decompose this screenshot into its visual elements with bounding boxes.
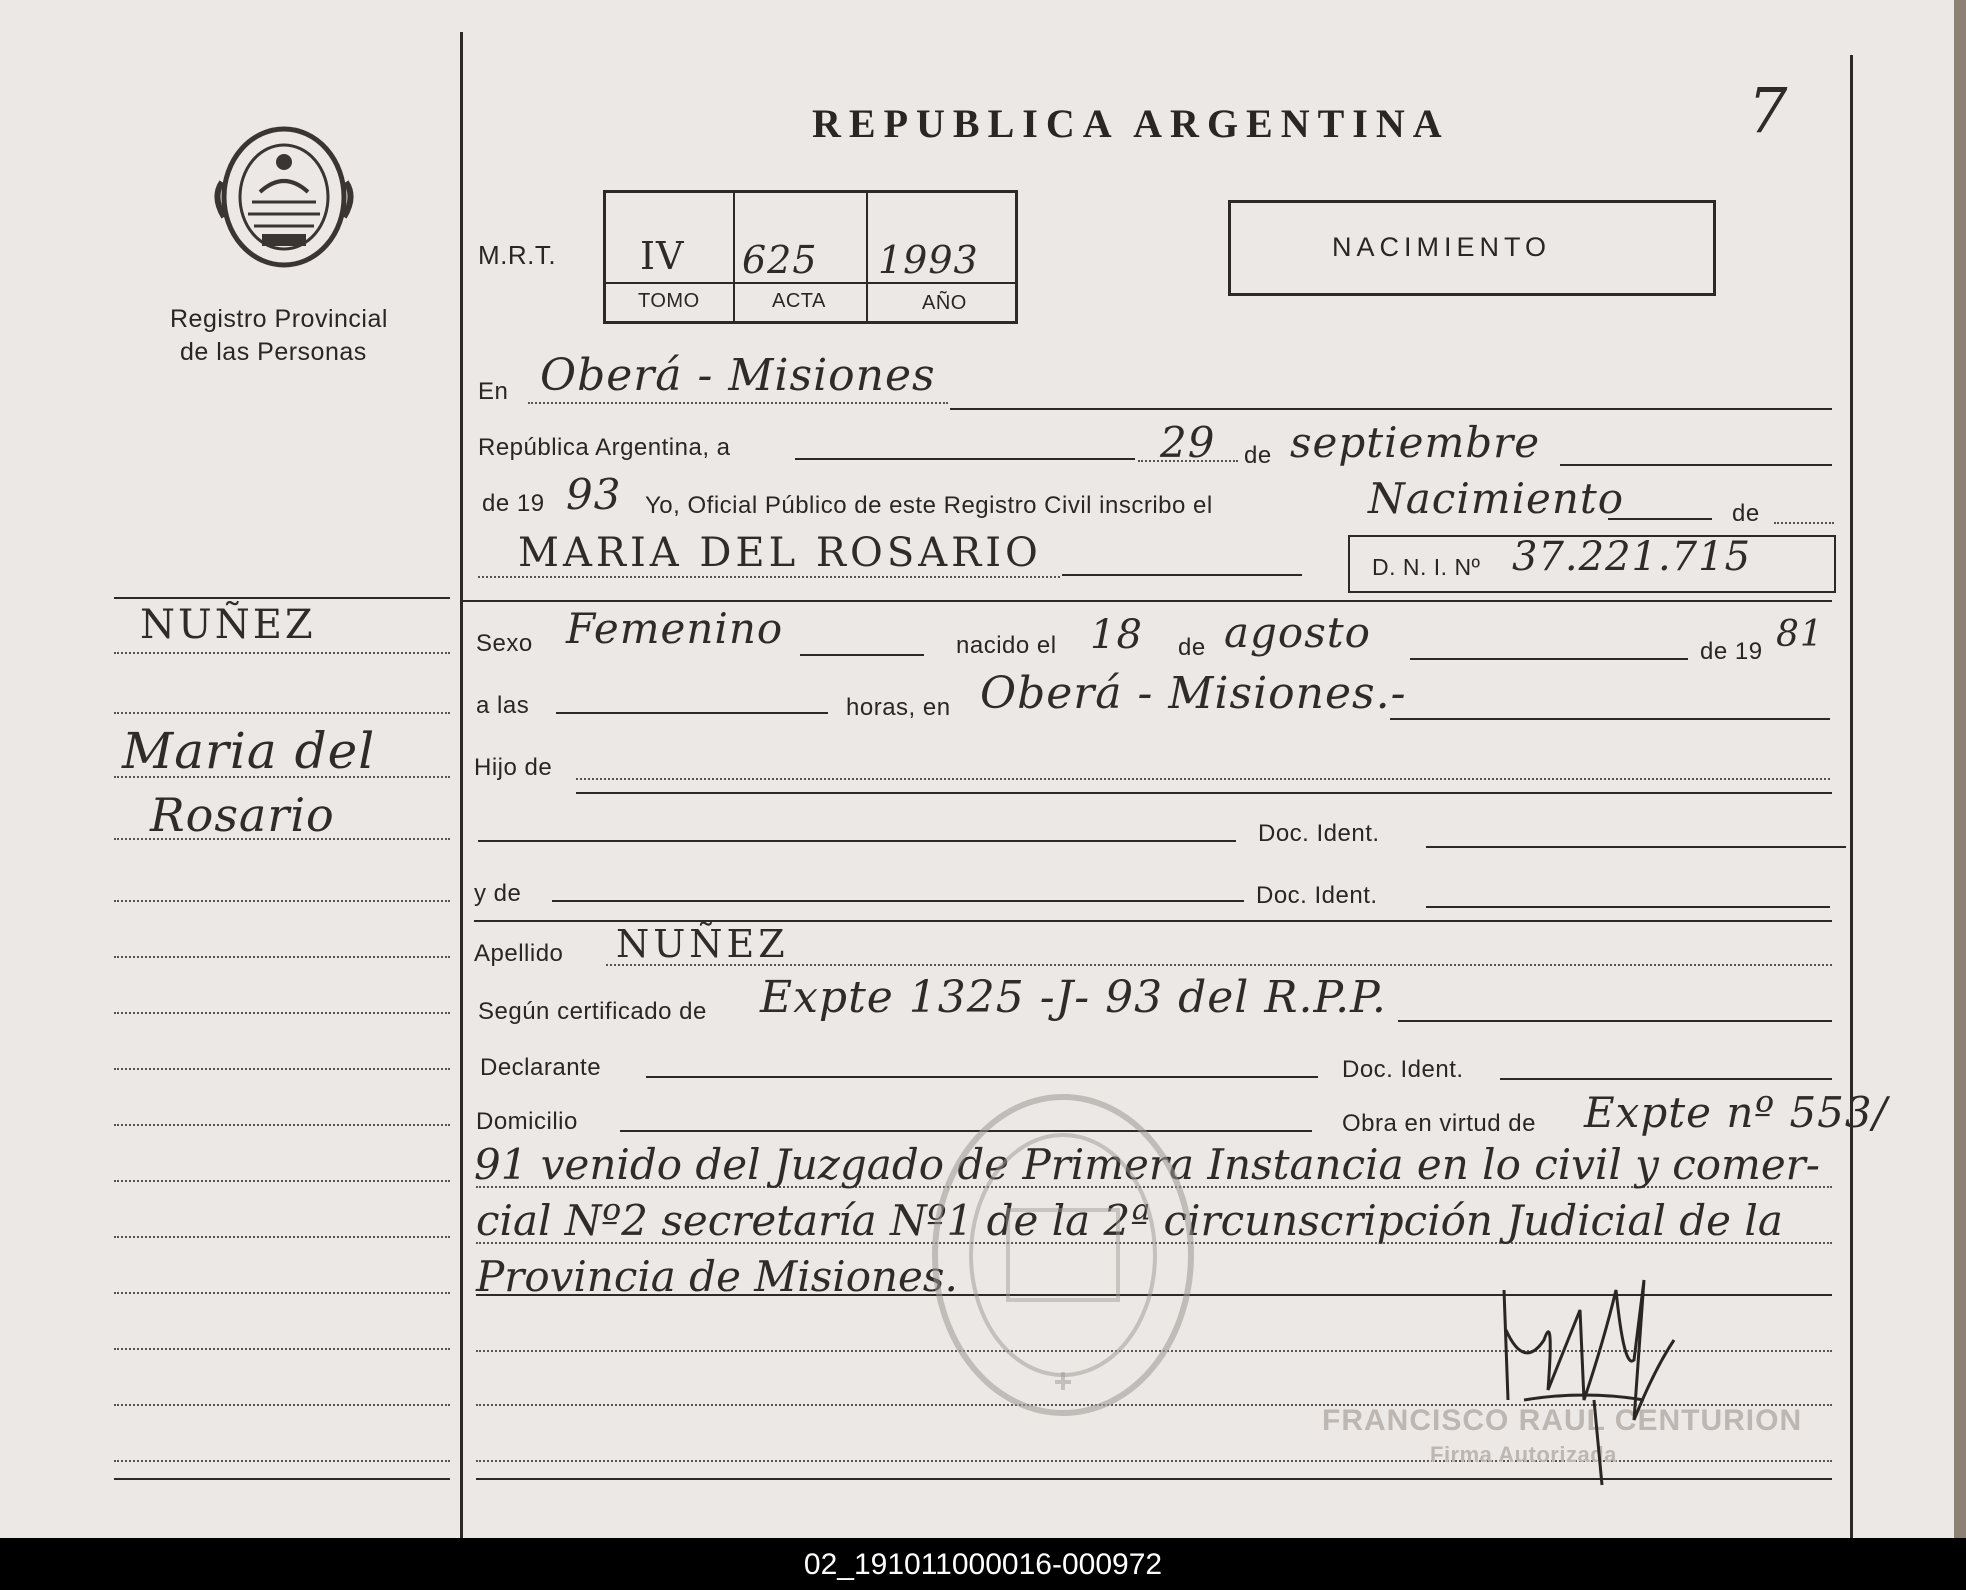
official-role: Firma Autorizada: [1430, 1442, 1617, 1467]
act-written: Nacimiento: [1368, 474, 1625, 523]
registry-name-line2: de las Personas: [180, 338, 367, 366]
obra-value: Expte nº 553/: [1584, 1088, 1888, 1137]
de-label-2: de: [1732, 500, 1760, 527]
document-id: 02_191011000016-000972: [803, 1548, 1163, 1581]
margin-line: [114, 652, 450, 654]
column-divider: [460, 32, 463, 1538]
field-line: [1398, 1020, 1832, 1022]
field-line: [1774, 522, 1834, 524]
birth-month: agosto: [1224, 608, 1371, 657]
margin-given-names-1: Maria del: [122, 722, 376, 780]
margin-surname: NUÑEZ: [140, 602, 316, 648]
y-de-label: y de: [474, 880, 522, 907]
apellido-value: NUÑEZ: [616, 922, 789, 966]
margin-given-names-2: Rosario: [150, 788, 335, 842]
field-line: [1500, 1078, 1832, 1080]
segun-label: Según certificado de: [478, 998, 707, 1025]
domicilio-label: Domicilio: [476, 1108, 578, 1135]
field-line: [576, 792, 1832, 794]
tomo-value: IV: [640, 234, 685, 278]
field-line: [1138, 460, 1238, 462]
field-line: [646, 1076, 1318, 1078]
horas-label: horas, en: [846, 694, 951, 721]
field-line: [1426, 846, 1846, 848]
anio-value: 1993: [878, 238, 979, 282]
field-line: [1608, 518, 1712, 520]
birth-day: 18: [1090, 612, 1143, 658]
place-value: Oberá - Misiones: [540, 350, 936, 401]
dni-value: 37.221.715: [1512, 534, 1752, 580]
margin-line: [114, 956, 450, 958]
sexo-value: Femenino: [566, 604, 784, 653]
margin-line: [114, 712, 450, 714]
doc-ident-1: Doc. Ident.: [1258, 820, 1380, 847]
document-id-bar: [0, 1538, 1966, 1590]
page-edge: [1954, 0, 1966, 1538]
year-prefix: de 19: [482, 490, 545, 517]
box-rule: [605, 282, 1016, 284]
obra-label: Obra en virtud de: [1342, 1110, 1536, 1137]
field-line: [950, 408, 1832, 410]
nacido-label: nacido el: [956, 632, 1057, 659]
year-suffix: 93: [566, 470, 622, 519]
country-title: REPUBLICA ARGENTINA: [812, 101, 1450, 146]
segun-value: Expte 1325 -J- 93 del R.P.P.: [760, 972, 1387, 1023]
month-value: septiembre: [1290, 418, 1541, 467]
field-line: [795, 458, 1135, 460]
acta-label: ACTA: [772, 290, 826, 312]
doc-ident-2: Doc. Ident.: [1256, 882, 1378, 909]
field-line: [478, 840, 1236, 842]
margin-line: [114, 838, 450, 840]
anio-label: AÑO: [922, 292, 967, 314]
margin-line: [114, 1124, 450, 1126]
registry-name-line1: Registro Provincial: [170, 305, 388, 333]
field-line: [556, 712, 828, 714]
dni-label: D. N. I. Nº: [1372, 554, 1481, 580]
field-line: [576, 778, 1830, 780]
margin-line: [114, 900, 450, 902]
de-label-3: de: [1178, 634, 1206, 661]
page-number: 7: [1748, 74, 1789, 147]
margin-line: [114, 1292, 450, 1294]
field-line: [606, 964, 1832, 966]
margin-line: [114, 1404, 450, 1406]
en-label: En: [478, 378, 509, 405]
field-line: [1426, 906, 1830, 908]
margin-top-rule: [114, 597, 450, 599]
margin-line: [114, 1180, 450, 1182]
declarante-label: Declarante: [480, 1054, 602, 1081]
margin-line: [114, 1012, 450, 1014]
full-name: MARIA DEL ROSARIO: [518, 530, 1042, 576]
field-line: [1560, 464, 1832, 466]
note-line-3: Provincia de Misiones.: [476, 1252, 958, 1301]
field-line: [528, 402, 948, 404]
box-divider: [733, 190, 735, 324]
field-line: [1062, 574, 1302, 576]
section-rule: [462, 600, 1832, 602]
hijo-label: Hijo de: [474, 754, 553, 781]
tomo-label: TOMO: [638, 290, 700, 312]
birth-place: Oberá - Misiones.-: [980, 668, 1407, 719]
de-label: de: [1244, 442, 1272, 469]
field-line: [552, 900, 1244, 902]
day-value: 29: [1160, 418, 1216, 467]
box-divider: [866, 190, 868, 324]
sexo-label: Sexo: [476, 630, 533, 657]
note-line-1: 91 venido del Juzgado de Primera Instancia en lo civil y comer-: [474, 1140, 1820, 1189]
right-border: [1850, 55, 1853, 1538]
mrt-label: M.R.T.: [478, 240, 557, 270]
margin-line: [114, 1068, 450, 1070]
province-seal: [212, 122, 356, 272]
doc-ident-3: Doc. Ident.: [1342, 1056, 1464, 1083]
margin-line: [114, 776, 450, 778]
margin-bottom-rule: [114, 1478, 450, 1480]
official-name: FRANCISCO RAUL CENTURION: [1322, 1404, 1803, 1437]
acta-value: 625: [742, 238, 818, 282]
margin-line: [114, 1348, 450, 1350]
field-line: [1390, 718, 1830, 720]
act-type: NACIMIENTO: [1332, 232, 1552, 262]
field-line: [1410, 658, 1688, 660]
field-line: [478, 576, 1060, 578]
birth-year-suffix: 81: [1776, 614, 1824, 655]
official-stamp: [928, 1090, 1198, 1420]
apellido-label: Apellido: [474, 940, 564, 967]
field-line: [800, 654, 924, 656]
note-line-2: cial Nº2 secretaría Nº1 de la 2ª circunscripción Judicial de la: [476, 1196, 1783, 1245]
oficial-text: Yo, Oficial Público de este Registro Civil inscribo el: [645, 492, 1213, 519]
republica-label: República Argentina, a: [478, 434, 731, 461]
signature: [1484, 1250, 1684, 1490]
margin-line: [114, 1236, 450, 1238]
a-las-label: a las: [476, 692, 530, 719]
margin-line: [114, 1460, 450, 1462]
birth-year-prefix: de 19: [1700, 638, 1763, 665]
